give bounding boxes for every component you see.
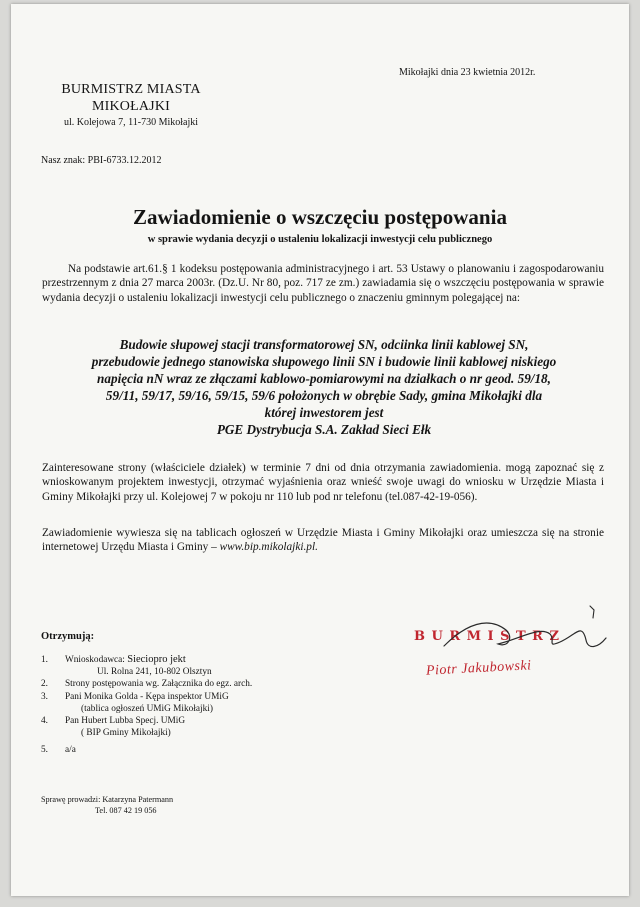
item-address: Ul. Rolna 241, 10-802 Olsztyn bbox=[97, 667, 212, 678]
document-page bbox=[11, 4, 629, 896]
item-note: ( BIP Gminy Mikołajki) bbox=[81, 728, 171, 739]
consultation-paragraph: Zainteresowane strony (właściciele działek) w terminie 7 dni od dnia otrzymania zawiadomienia. mogą zapoznać się z wnioskowanym projektem inwestycji, otrzymać wyjaśnienia oraz wnieść swoje uwagi do wniosku w Urzędzie Miasta i Gminy Mikołajki przy ul. Kolejowej 7 w pokoju nr 110 lub pod nr telefonu (tel.087-42-19-056). bbox=[42, 462, 604, 503]
project-line-3: napięcia nN wraz ze złączami kablowo-pomiarowymi na działkach o nr geod. 59/18, bbox=[97, 371, 551, 386]
item-number: 1. bbox=[41, 655, 48, 665]
item-name: Sieciopro jekt bbox=[127, 654, 186, 665]
official-stamp-title: BURMISTRZ bbox=[414, 629, 566, 644]
official-stamp-name: Piotr Jakubowski bbox=[425, 658, 532, 679]
list-item bbox=[41, 744, 401, 756]
list-item bbox=[41, 691, 401, 703]
case-handler bbox=[41, 794, 173, 816]
list-item bbox=[41, 715, 401, 727]
project-line-1: Budowie słupowej stacji transformatorowej SN, odciinka linii kablowej SN, bbox=[119, 337, 529, 352]
document-title: Zawiadomienie o wszczęciu postępowania bbox=[133, 205, 507, 229]
list-item bbox=[41, 678, 401, 690]
item-text: Pani Monika Golda - Kępa inspektor UMiG bbox=[65, 691, 229, 702]
recipients-list bbox=[41, 654, 401, 757]
sender-block bbox=[36, 81, 226, 130]
publication-paragraph bbox=[42, 526, 604, 555]
reference-number: Nasz znak: PBI-6733.12.2012 bbox=[41, 155, 162, 166]
item-number: 2. bbox=[41, 679, 48, 690]
publication-text: Zawiadomienie wywiesza się na tablicach ogłoszeń w Urzędzie Miasta i Gminy Mikołajki oraz umieszcza się na stronie internetowej Urzędu Miasta i Gminy – bbox=[42, 527, 604, 554]
case-handler-name: Sprawę prowadzi: Katarzyna Patermann bbox=[41, 795, 174, 804]
project-line-5: której inwestorem jest bbox=[264, 405, 384, 420]
project-description bbox=[39, 336, 609, 438]
item-text: a/a bbox=[65, 745, 76, 756]
intro-paragraph: Na podstawie art.61.§ 1 kodeksu postępowania administracyjnego i art. 53 Ustawy o planowaniu i zagospodarowaniu przestrzennym z dnia 27 marca 2003r. (Dz.U. Nr 80, poz. 717 ze zm.) zawiadamia się o wszczęciu postępowania w sprawie wydania decyzji o ustaleniu lokalizacji inwestycji celu publicznego o znaczeniu gminnym polegającej na: bbox=[42, 263, 604, 304]
project-investor: PGE Dystrybucja S.A. Zakład Sieci Ełk bbox=[216, 422, 432, 437]
sender-address: ul. Kolejowa 7, 11-730 Mikołajki bbox=[63, 117, 199, 128]
recipients-heading: Otrzymują: bbox=[41, 631, 95, 642]
item-number: 5. bbox=[41, 745, 48, 756]
item-text: Strony postępowania wg. Załącznika do egz. arch. bbox=[65, 679, 253, 690]
handwritten-signature bbox=[436, 604, 611, 664]
sender-city: MIKOŁAJKI bbox=[91, 99, 170, 114]
sender-title: BURMISTRZ MIASTA bbox=[61, 82, 201, 97]
item-text: Pan Hubert Lubba Specj. UMiG bbox=[65, 716, 186, 727]
project-line-4: 59/11, 59/17, 59/16, 59/15, 59/6 położonych w obrębie Sady, gmina Mikołajki dla bbox=[105, 388, 543, 403]
document-subtitle: w sprawie wydania decyzji o ustaleniu lokalizacji inwestycji celu publicznego bbox=[147, 234, 493, 245]
document-date: Mikołajki dnia 23 kwietnia 2012r. bbox=[399, 67, 536, 78]
project-line-2: przebudowie jednego stanowiska słupowego linii SN i budowie linii kablowej niskiego bbox=[91, 354, 557, 369]
list-item bbox=[41, 654, 401, 666]
website-link[interactable]: www.bip.mikolajki.pl. bbox=[219, 541, 318, 554]
item-note: (tablica ogłoszeń UMiG Mikołajki) bbox=[81, 703, 213, 714]
item-number: 3. bbox=[41, 691, 48, 702]
item-number: 4. bbox=[41, 716, 48, 727]
case-handler-phone: Tel. 087 42 19 056 bbox=[95, 806, 157, 815]
item-label: Wnioskodawca: bbox=[65, 655, 125, 665]
